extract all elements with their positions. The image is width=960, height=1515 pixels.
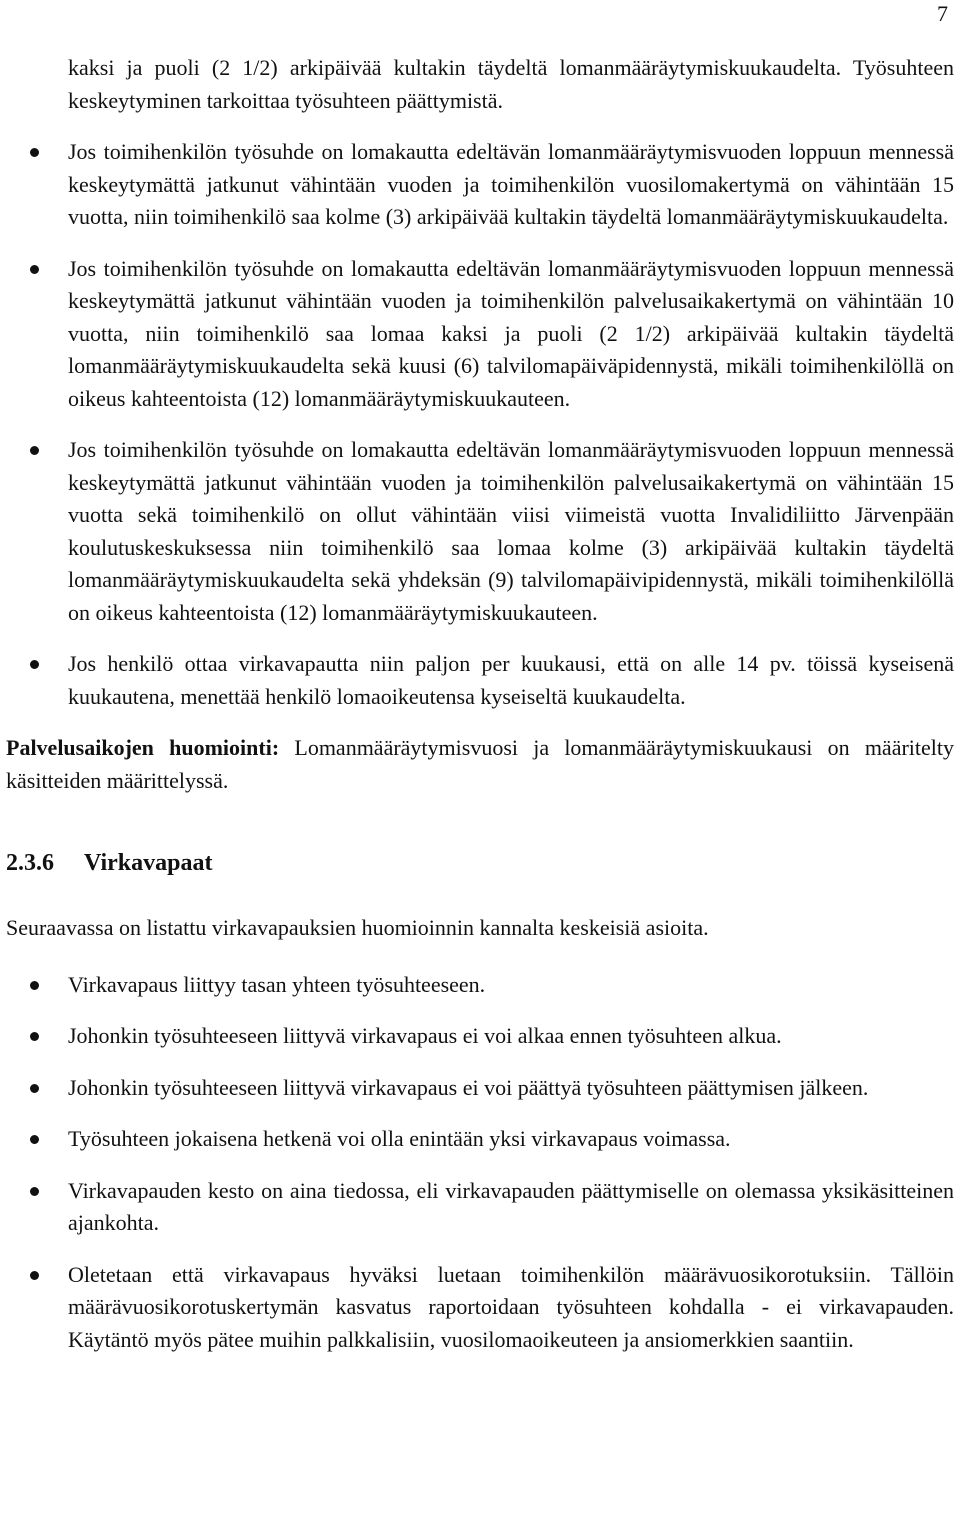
bullet-icon bbox=[30, 981, 39, 990]
list-item bbox=[6, 253, 954, 416]
list-item bbox=[6, 1123, 954, 1156]
list-item bbox=[6, 434, 954, 629]
bullet-icon bbox=[30, 1187, 39, 1196]
document-body bbox=[6, 52, 954, 1356]
section-title: Virkavapaat bbox=[84, 850, 213, 876]
list-item-text: Virkavapauden kesto on aina tiedossa, eli virkavapauden päättymiselle on olemassa yksikäsitteinen ajankohta. bbox=[68, 1177, 954, 1235]
list-item-text: Jos toimihenkilön työsuhde on lomakautta edeltävän lomanmääräytymisvuoden loppuun mennessä keskeytymättä jatkunut vähintään vuoden ja toimihenkilön vuosilomakertymä on vähintään 15 vuotta, niin toimihenkilö saa kolme (3) arkipäivää kultakin täydeltä lomanmääräytymiskuukaudelta. bbox=[68, 139, 954, 229]
list-item-text: Työsuhteen jokaisena hetkenä voi olla enintään yksi virkavapaus voimassa. bbox=[68, 1126, 731, 1151]
list-item bbox=[6, 1259, 954, 1357]
list-item-text: Jos toimihenkilön työsuhde on lomakautta edeltävän lomanmääräytymisvuoden loppuun mennessä keskeytymättä jatkunut vähintään vuoden ja toimihenkilön palvelusaikakertymä on vähintään 10 vuotta, niin toimihenkilö saa lomaa kaksi ja puoli (2 1/2) arkipäivää kultakin täydeltä lomanmääräytymiskuukaudelta sekä kuusi (6) talvilomapäiväpidennystä, mikäli toimihenkilöllä on oikeus kahteentoista (12) lomanmääräytymiskuukauteen. bbox=[68, 255, 954, 411]
list-item bbox=[6, 969, 954, 1002]
bullet-icon bbox=[30, 1135, 39, 1144]
list-item bbox=[6, 648, 954, 713]
list-item bbox=[6, 136, 954, 234]
list-item-text: Jos henkilö ottaa virkavapautta niin paljon per kuukausi, että on alle 14 pv. töissä kyseisenä kuukautena, menettää henkilö lomaoikeutensa kyseiseltä kuukaudelta. bbox=[68, 651, 954, 709]
continued-list-item-text: kaksi ja puoli (2 1/2) arkipäivää kultakin täydeltä lomanmääräytymiskuukaudelta. Työsuhteen keskeytyminen tarkoittaa työsuhteen päättymistä. bbox=[68, 55, 954, 113]
service-time-note bbox=[6, 732, 954, 797]
bullet-icon bbox=[30, 148, 39, 157]
leave-rules-list bbox=[6, 969, 954, 1357]
bullet-icon bbox=[30, 1032, 39, 1041]
list-item-text: Johonkin työsuhteeseen liittyvä virkavapaus ei voi päättyä työsuhteen päättymisen jälkeen. bbox=[68, 1074, 869, 1100]
section-heading bbox=[6, 847, 954, 879]
list-item bbox=[6, 1020, 954, 1053]
service-time-note-label: Palvelusaikojen huomiointi: bbox=[6, 735, 280, 760]
list-item bbox=[6, 1072, 954, 1105]
vacation-rules-list bbox=[6, 136, 954, 713]
section-intro: Seuraavassa on listattu virkavapauksien huomioinnin kannalta keskeisiä asioita. bbox=[6, 915, 709, 940]
bullet-icon bbox=[30, 1271, 39, 1280]
list-item-text: Oletetaan että virkavapaus hyväksi luetaan toimihenkilön määrävuosikorotuksiin. Tällöin määrävuosikorotuskertymän kasvatus raportoidaan työsuhteen kohdalla - ei virkavapauden. Käytäntö myös pätee muihin palkkalisiin, vuosilomaoikeuteen ja ansiomerkkien saantiin. bbox=[68, 1261, 954, 1352]
bullet-icon bbox=[30, 265, 39, 274]
bullet-icon bbox=[30, 660, 39, 669]
page-number: 7 bbox=[937, 1, 948, 26]
service-time-note-text: Lomanmääräytymisvuosi ja lomanmääräytymiskuukausi on määritelty käsitteiden määrittelyssä. bbox=[6, 735, 955, 793]
list-item-text: Virkavapaus liittyy tasan yhteen työsuhteeseen. bbox=[68, 971, 486, 997]
list-item-text: Jos toimihenkilön työsuhde on lomakautta edeltävän lomanmääräytymisvuoden loppuun mennessä keskeytymättä jatkunut vähintään vuoden ja toimihenkilön palvelusaikakertymä on vähintään 15 vuotta sekä toimihenkilö on ollut vähintään viisi viimeistä vuotta Invalidiliitto Järvenpään koulutuskeskuksessa niin toimihenkilö saa lomaa kolme (3) arkipäivää kultakin täydeltä lomanmääräytymiskuukaudelta sekä yhdeksän (9) talvilomapäivipidennystä, mikäli toimihenkilöllä on oikeus kahteentoista (12) lomanmääräytymiskuukauteen. bbox=[68, 437, 954, 625]
list-item-text: Johonkin työsuhteeseen liittyvä virkavapaus ei voi alkaa ennen työsuhteen alkua. bbox=[68, 1023, 782, 1048]
list-item bbox=[6, 1175, 954, 1240]
bullet-icon bbox=[30, 1084, 39, 1093]
section-number: 2.3.6 bbox=[6, 850, 54, 876]
bullet-icon bbox=[30, 446, 39, 455]
